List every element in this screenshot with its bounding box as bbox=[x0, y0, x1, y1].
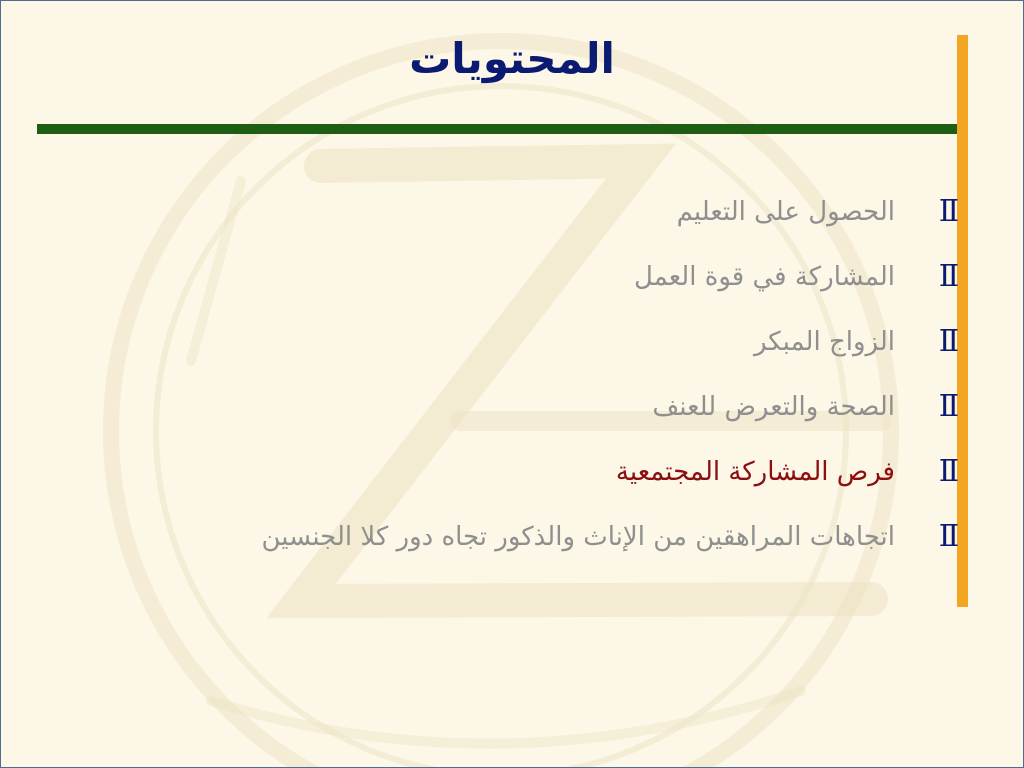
contents-list bbox=[261, 181, 960, 571]
list-item-label: الصحة والتعرض للعنف bbox=[652, 392, 895, 422]
slide-title: المحتويات bbox=[409, 34, 615, 83]
list-item-label: الحصول على التعليم bbox=[676, 197, 895, 227]
list-item bbox=[261, 311, 960, 376]
bullet-marker-icon: Ⅱ bbox=[938, 194, 960, 229]
bullet-marker-icon: Ⅱ bbox=[938, 454, 960, 489]
list-item bbox=[261, 246, 960, 311]
bullet-marker-icon: Ⅱ bbox=[938, 259, 960, 294]
list-item-active bbox=[261, 441, 960, 506]
list-item-label: الزواج المبكر bbox=[753, 327, 895, 357]
list-item-label: اتجاهات المراهقين من الإناث والذكور تجاه دور كلا الجنسين bbox=[261, 522, 895, 552]
list-item bbox=[261, 506, 960, 571]
list-item bbox=[261, 376, 960, 441]
bullet-marker-icon: Ⅱ bbox=[938, 519, 960, 554]
list-item-label: المشاركة في قوة العمل bbox=[634, 262, 895, 292]
bullet-marker-icon: Ⅱ bbox=[938, 389, 960, 424]
list-item bbox=[261, 181, 960, 246]
list-item-label: فرص المشاركة المجتمعية bbox=[615, 457, 895, 487]
bullet-marker-icon: Ⅱ bbox=[938, 324, 960, 359]
title-divider-rule bbox=[37, 124, 967, 134]
